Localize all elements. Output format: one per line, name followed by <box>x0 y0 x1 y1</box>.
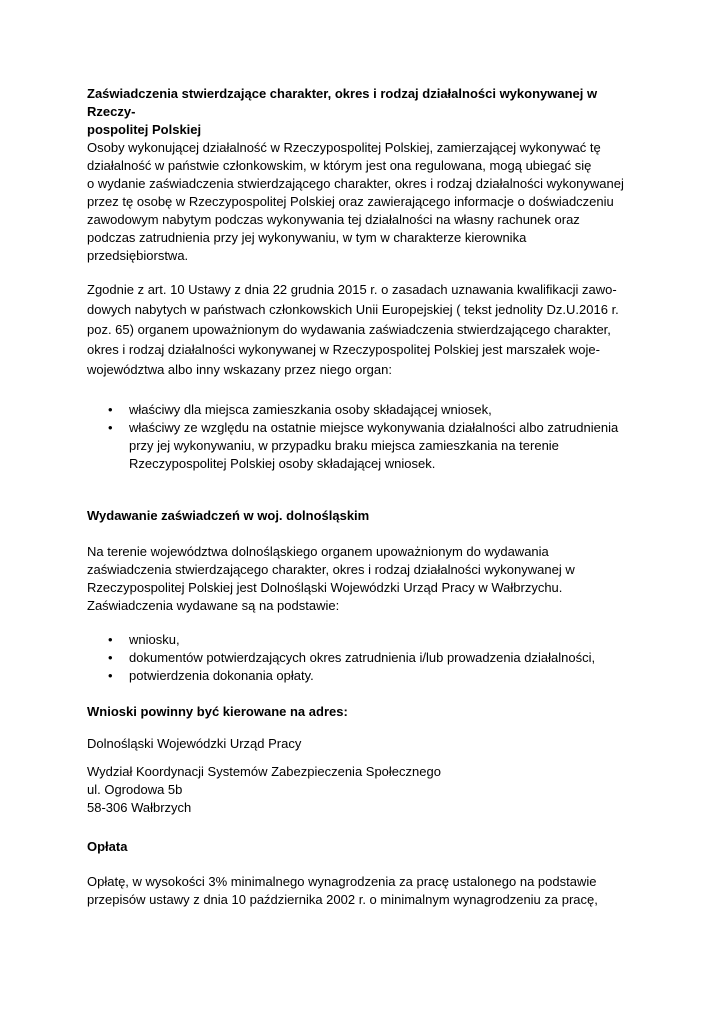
paragraph-legal-basis <box>87 280 647 380</box>
text-line: województwa albo inny wskazany przez niego organ: <box>87 362 392 377</box>
text-line: o wydanie zaświadczenia stwierdzającego charakter, okres i rodzaj działalności wykonywanej <box>87 176 624 191</box>
list-item-text: dokumentów potwierdzających okres zatrudnienia i/lub prowadzenia działalności, <box>129 650 596 665</box>
list-item-text: potwierdzenia dokonania opłaty. <box>129 668 314 683</box>
bullet-icon: • <box>108 632 113 647</box>
address-organization: Dolnośląski Wojewódzki Urząd Pracy <box>87 736 302 751</box>
text-line: działalność w państwie członkowskim, w którym jest ona regulowana, mogą ubiegać się <box>87 158 592 173</box>
bullet-icon: • <box>108 668 113 683</box>
bullet-icon: • <box>108 402 113 417</box>
documents-list <box>87 631 647 685</box>
text-line: Na terenie województwa dolnośląskiego organem upoważnionym do wydawania <box>87 544 549 559</box>
list-item-text: przy jej wykonywaniu, w przypadku braku miejsca zamieszkania na terenie <box>129 438 559 453</box>
authority-list <box>87 401 647 473</box>
text-line: przez tę osobę w Rzeczypospolitej Polskiej oraz zawierającego informacje o doświadczeniu <box>87 194 614 209</box>
address-line: Wydział Koordynacji Systemów Zabezpieczenia Społecznego <box>87 764 441 779</box>
text-line: Rzeczypospolitej Polskiej jest Dolnośląski Wojewódzki Urząd Pracy w Wałbrzychu. <box>87 580 563 595</box>
section-heading-issuance: Wydawanie zaświadczeń w woj. dolnośląskim <box>87 508 370 523</box>
text-line: przedsiębiorstwa. <box>87 248 189 263</box>
text-line: poz. 65) organem upoważnionym do wydawania zaświadczenia stwierdzającego charakter, <box>87 322 611 337</box>
list-item-text: Rzeczypospolitej Polskiej osoby składającej wniosek. <box>129 456 436 471</box>
text-line: Zgodnie z art. 10 Ustawy z dnia 22 grudnia 2015 r. o zasadach uznawania kwalifikacji zawo- <box>87 282 617 297</box>
section-heading-address: Wnioski powinny być kierowane na adres: <box>87 704 348 719</box>
text-line: zaświadczenia stwierdzającego charakter, okres i rodzaj działalności wykonywanej w <box>87 562 575 577</box>
text-line: Zaświadczenia wydawane są na podstawie: <box>87 598 340 613</box>
document-title <box>87 85 647 139</box>
title-line: Zaświadczenia stwierdzające charakter, okres i rodzaj działalności wykonywanej w Rzeczy- <box>87 86 598 119</box>
list-item <box>87 649 647 667</box>
paragraph-eligibility <box>87 139 647 265</box>
text-line: dowych nabytych w państwach członkowskich Unii Europejskiej ( tekst jednolity Dz.U.2016 r. <box>87 302 619 317</box>
text-line: przepisów ustawy z dnia 10 października 2002 r. o minimalnym wynagrodzeniu za pracę, <box>87 892 598 907</box>
list-item <box>87 667 647 685</box>
address-line: ul. Ogrodowa 5b <box>87 782 183 797</box>
text-line: zawodowym nabytym podczas wykonywania tej działalności na własny rachunek oraz <box>87 212 580 227</box>
list-item-text: właściwy dla miejsca zamieszkania osoby składającej wniosek, <box>129 402 492 417</box>
list-item <box>87 401 647 419</box>
text-line: okres i rodzaj działalności wykonywanej w Rzeczypospolitej Polskiej jest marszałek woje- <box>87 342 600 357</box>
text-line: podczas zatrudnienia przy jej wykonywaniu, w tym w charakterze kierownika <box>87 230 527 245</box>
bullet-icon: • <box>108 420 113 435</box>
address-line: 58-306 Wałbrzych <box>87 800 192 815</box>
list-item-text: właściwy ze względu na ostatnie miejsce wykonywania działalności albo zatrudnienia <box>129 420 619 435</box>
list-item <box>87 419 647 473</box>
list-item <box>87 631 647 649</box>
address-block <box>87 763 647 817</box>
section-heading-fee: Opłata <box>87 839 128 854</box>
text-line: Osoby wykonującej działalność w Rzeczypospolitej Polskiej, zamierzającej wykonywać tę <box>87 140 601 155</box>
text-line: Opłatę, w wysokości 3% minimalnego wynagrodzenia za pracę ustalonego na podstawie <box>87 874 597 889</box>
list-item-text: wniosku, <box>129 632 180 647</box>
title-line: pospolitej Polskiej <box>87 122 202 137</box>
paragraph-fee <box>87 873 647 909</box>
bullet-icon: • <box>108 650 113 665</box>
paragraph-issuance <box>87 543 647 615</box>
